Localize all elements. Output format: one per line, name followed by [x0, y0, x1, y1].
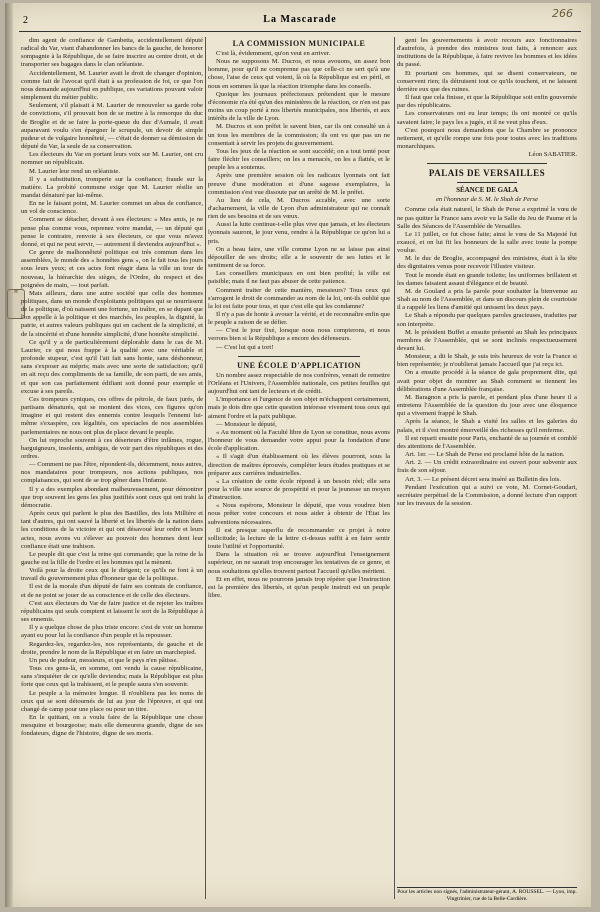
article-paragraph: — Monsieur le député, — [216, 420, 277, 428]
article-paragraph: Comment traiter de cette manière, messieurs? Tous ceux qui s'arrogent le droit de commander au nom de la loi, ont-ils oublié que la loi est faite pour tous, et que c'est elle qui les condamne? — [208, 286, 390, 310]
article-paragraph: M. le président Buffet a ensuite présenté au Shah les principaux membres de l'Assemblée, qui se sont inclinés respectueusement devant lui. — [397, 328, 577, 352]
article-paragraph: Il faut que cela finisse, et que la République soit enfin gouvernée par des républicains. — [397, 94, 577, 110]
article-paragraph: Monsieur, a dit le Shah, je suis très heureux de voir la France si bien représentée; je n'oublierai jamais l'accueil que j'ai reçu ici. — [397, 353, 577, 369]
article-paragraph: En le quittant, on a voulu faire de la République une chose mesquine et bourgeoise; mais elle demeurera grande, digne de ses fondateurs, digne de l'histoire, digne de ses morts. — [21, 713, 203, 738]
section-heading: UNE ÉCOLE D'APPLICATION — [237, 360, 361, 370]
article-paragraph: Le 11 juillet, ce fut chose faite; ainsi le vœu de Sa Majesté fut exaucé, et on lui fit les honneurs de la salle avec toute la pompe voulue. — [397, 230, 577, 255]
article-paragraph: Il y a des exemples abondant malheureusement, pour démontrer que trop souvent les gens les plus justifiés sont ceux qui ont trahi la démocratie. — [21, 485, 203, 509]
column-rule — [394, 37, 395, 899]
article-paragraph: — C'est le jour fixé, lorsque nous nous compterons, et nous verrons bien si la République a encore des défenseurs. — [208, 327, 390, 343]
article-paragraph: « La création de cette école répond à un besoin réel; elle sera pour la ville une source de prospérité et pour la jeunesse un moyen d'instruction. — [208, 477, 390, 502]
article-paragraph: Art. 1er. — Le Shah de Perse est proclamé hôte de la nation. — [405, 451, 565, 459]
article-paragraph: Nous ne supposons M. Ducros, et nous avouons, un assez bon homme, pour qu'il ne comprenne pas que celle-ci ne sert qu'à une chose, l'aise de ceux qui votent, là où la République est en péril, et nous en sommes là que la réaction triomphe dans les conseils. — [208, 58, 390, 90]
article-paragraph: « Il s'agit d'un établissement où les élèves pourront, sous la direction de maîtres éprouvés, compléter leurs études pratiques et se préparer aux carrières industrielles. — [208, 453, 390, 477]
article-paragraph: On lui reproche souvent à ces déserteurs d'être infâmes, rogue, barguigneurs, insolents, ambigus, de voir part des républiques et des ordres. — [21, 436, 203, 460]
article-paragraph: Comme cela était naturel, le Shah de Perse a exprimé le vœu de ne pas quitter la France sans avoir vu la Salle du Jeu de Paume et la Salle des Séances de l'Assemblée de Versailles. — [397, 206, 577, 230]
article-paragraph: « Au moment où la Faculté libre de Lyon se constitue, nous avons l'honneur de vous demander votre appui pour la fondation d'une école d'application. — [208, 428, 390, 453]
article-paragraph: Ces trompeurs cyniques, ces offres de pétrole, de faux jurés, de partisans dénaturés, qui se montent des vices, ces figures qu'on imagine et qui restent des ennemis contre lesquels l'ennemi lui-même s'exaspère, ces légalités, ces spectacles de nos assemblées parlementaires ne nous ont plus de place devant le peuple. — [21, 395, 203, 436]
article-paragraph: On a beau faire, une ville comme Lyon ne se laisse pas ainsi dépouiller de ses droits; elle a le souvenir de ses luttes et le sentiment de sa force. — [208, 245, 390, 270]
article-paragraph: Dans la situation où se trouve aujourd'hui l'enseignement supérieur, on ne saurait trop encourager les tentatives de ce genre, et nous souhaitons qu'elles trouvent partout l'accueil qu'elles méritent. — [208, 551, 390, 575]
article-paragraph: — Comment ne pas l'être, répondent-ils, décemment, nous autres, nos mandataires pour trompeurs, nos actions publiques, nos complaisances, qui sont de se trop gêner dans l'infamie. — [21, 461, 203, 485]
article-paragraph: dim agent de confiance de Gambetta, accidentellement député radical du Var, viant d'abandonner les bancs de la gauche, de honorer sompagnie à la République, de se faire inscrire au centre droit, et de transporter ses bagages dans le clan orléaniste. — [21, 37, 203, 69]
section-separator — [457, 182, 517, 183]
newspaper-title: La Mascarade — [263, 14, 337, 25]
column-1 — [21, 37, 203, 899]
article-paragraph: Il est presque superflu de recommander ce projet à notre sollicitude; la lecture de la lettre ci-dessus suffit à en faire sentir toute l'utilité et l'opportunité. — [208, 526, 390, 551]
article-paragraph: Et pourtant ces hommes, qui se disent conservateurs, ne conservent rien; ils détruisent tout ce qu'ils touchent, et ne laissent derrière eux que des ruines. — [397, 69, 577, 93]
page-number: 2 — [23, 15, 28, 26]
article-paragraph: Il est de la morale d'un député de faire ses contrats de confiance, et de ne point se jouer de sa conscience et de celle des électeurs. — [21, 583, 203, 599]
article-paragraph: C'est là, évidemment, qu'on veut en arriver. — [216, 50, 331, 57]
article-paragraph: M. Ducros et son préfet le savent bien, car ils ont consulté un à un tous les membres de la commission; ils ont vu que pas un ne consentait à servir les projets du gouvernement. — [208, 123, 390, 147]
section-separator — [238, 356, 360, 357]
article-paragraph: Le peuple dit que c'est la reine qui commande; que la reine de la gauche est la fille de l'ordre et les hommes qui la mènent. — [21, 550, 203, 566]
masthead — [19, 7, 581, 32]
article-paragraph: Quoique les journaux préfectoraux prétendent que le mesure d'économie n'a été qu'un des ministères de la réaction, ce n'en est pas moins un coup porté à nos libertés municipales, nos libertés, et aux intérêts de la ville de Lyon. — [208, 90, 390, 123]
article-paragraph: Tous les jeux de la réaction se sont succédé; on a tout tenté pour faire fléchir les conseillers; on les a menacés, on les a flattés, et le peuple les a soutenus. — [208, 147, 390, 172]
page-binding — [5, 3, 13, 907]
article-paragraph: Il est reparti ensuite pour Paris, enchanté de sa journée et comblé des attentions de l'Assemblée. — [397, 434, 577, 450]
article-paragraph: Regardez-les, regardez-les, nos représentants, de gauche et de droite, prendre le nom de la République et en faire un marchepied. — [21, 640, 203, 656]
article-paragraph: Aussi la lutte continue-t-elle plus vive que jamais, et les électeurs lyonnais sauront, le jour venu, rendre à la République ce qu'on lui a pris. — [208, 221, 390, 245]
section-heading: PALAIS DE VERSAILLES — [428, 168, 546, 179]
article-paragraph: Accidentellement, M. Laurier avait le droit de changer d'opinion, comme fait de l'avocat qu'il était à sa profession de foi, ce que l'on nous demande aujourd'hui en publique, ces variations pouvant valoir simplement du métier public. — [21, 69, 203, 102]
article-paragraph: Art. 2. — Un crédit extraordinaire est ouvert pour subvenir aux frais de son séjour. — [397, 459, 577, 475]
article-paragraph: — C'est lui qui a tort! — [216, 343, 274, 351]
library-stamp: ⌘ — [7, 289, 25, 319]
article-paragraph: On a ensuite procédé à la séance de gala proprement dite, qui avait pour objet de montrer au Shah comment se tiennent les délibérations d'une Assemblée française. — [397, 369, 577, 393]
article-paragraph: C'est pourquoi nous demandons que la Chambre se prononce nettement, et qu'elle rompe une fois pour toutes avec les traditions monarchiques. — [397, 126, 577, 151]
article-paragraph: Au lieu de cela, M. Ducros accable, avec une sorte d'acharnement, la ville de Lyon d'un administrateur qui ne connaît rien de ses besoins et de ses vœux. — [208, 196, 390, 221]
article-paragraph: Après une première session où les radicaux lyonnais ont fait preuve d'une modération et d'une sagesse exemplaires, la commission s'est vue dissoute par un arrêté de M. le préfet. — [208, 172, 390, 196]
article-paragraph: M. de Goulard a pris la parole pour souhaiter la bienvenue au Shah au nom de l'Assemblée, et dans un discours plein de courtoisie il a rappelé les liens d'amitié qui unissent les deux pays. — [397, 287, 577, 312]
signature: Léon SABATIER. — [528, 151, 577, 159]
article-paragraph: Après ceux qui parlent le plus des Bastilles, des lois Millière et tant d'autres, qui ont sauvé la liberté et les libertés de la nation dans les conditions de la victoire et qui ont désavoué leur ordre et leurs actes, nous avons vu s'élever au pouvoir des hommes dont leur confiance était une trahison. — [21, 510, 203, 550]
article-paragraph: Il n'y a pas de honte à avouer la vérité, et de reconnaître enfin que le peuple a raison de se défier. — [208, 311, 390, 327]
article-paragraph: En ne le faisant point, M. Laurier commet un abus de confiance, un vol de conscience. — [21, 200, 203, 216]
article-paragraph: Pendant l'exécution qui a suivi ce vote, M. Cornet-Goudart, secrétaire perpétuel de la Commission, a donné lecture d'un rapport sur les travaux de la session. — [397, 483, 577, 507]
column-rule — [205, 37, 206, 899]
column-3 — [397, 37, 577, 899]
article-paragraph: Il y a substitution, tromperie sur la confiance; fraude sur la matière. La probité commune exige que M. Laurier résilie un mandat dénaturé par lui-même. — [21, 175, 203, 199]
article-paragraph: Ce genre de malhonnêteté politique est très commun dans les assemblées, le monde des « honnêtes gens », on le fait tous les jours sous leurs yeux; et ces actes font réagir dans la ville un tour de nouveau, la hiérarchie des sièges, de l'Ordre, du respect et des poignées de main, — tout parfait. — [21, 249, 203, 289]
article-paragraph: Art. 3. — Le présent décret sera inséré au Bulletin des lois. — [405, 475, 562, 483]
article-paragraph: Un peu de pudeur, messieurs, et que le pays n'en pâtisse. — [29, 656, 179, 664]
article-paragraph: Voilà pour la droite ceux qui le dirigent; ce qu'ils ne font à un travail du gouvernement plus d'honneur que de la politique. — [21, 567, 203, 583]
article-paragraph: Et en effet, nous ne pourrons jamais trop répéter que l'instruction est la première des libertés, et qu'un peuple instruit est un peuple libre. — [208, 575, 390, 599]
article-paragraph: Tout le monde était en grande toilette; les uniformes brillaient et les dames faisaient assaut d'élégance et de beauté. — [397, 271, 577, 287]
section-heading: LA COMMISSION MUNICIPALE — [232, 39, 366, 48]
handwritten-folio: 266 — [552, 7, 573, 20]
article-paragraph: Comment se détacher, devant à ses électeurs: « Mes amis, je ne pense plus comme vous, reprenez votre mandat, — un député qui pense le contraire, renvoie à ses électeurs, ce que vous m'avez donné, et qui ne peut servir, — autrement il deviendra aujourd'hui ». — [21, 216, 203, 248]
section-separator — [427, 163, 547, 164]
section-subheading: SÉANCE DE GALA — [456, 186, 518, 195]
imprint-footer: Pour les articles non signés, l'administrateur-gérant, A. ROUSSEL. — Lyon, imp. Vingtrinier, rue de la Belle-Cordière. — [397, 889, 577, 902]
column-2 — [208, 37, 390, 899]
article-paragraph: Tous ces gens-là, en somme, ont vendu la cause républicaine, sans s'inquiéter de ce qu'elle deviendra; mais la République est plus forte que ceux qui la trahissent, et le peuple saura s'en souvenir. — [21, 665, 203, 689]
article-paragraph: M. Baragnon a pris la parole, et pendant plus d'une heure il a entretenu l'Assemblée de la question du jour avec une éloquence qui a vivement frappé le Shah. — [397, 393, 577, 418]
article-paragraph: Les conseillers municipaux en ont bien profité; la ville est paisible; mais il ne faut pas abuser de cette patience. — [208, 270, 390, 286]
article-paragraph: Seulement, s'il plaisait à M. Laurier de renouveler sa garde robe de convictions, s'il prouvait bon de se mettre à la remorque du duc de Broglie et de se faire la porte-queue du duc d'Aumale, il avait auparavant voulu s'en épargner le scrupule, un devoir de simple pudeur et de vulgaire honnêteté, — c'était de donner sa démission de député du Var, la seule de sa conservation. — [21, 102, 203, 151]
article-paragraph: « Nous espérons, Monsieur le député, que vous voudrez bien nous prêter votre concours et nous aider à obtenir de l'État les subventions nécessaires. — [208, 502, 390, 526]
article-paragraph: Un nombre assez respectable de nos confrères, venait de remettre l'Orléans et l'Univers, l'Assemblée nationale, ces petites feuilles qui aujourd'hui ont tant de lecteurs et de crédit. — [208, 371, 390, 396]
article-paragraph: Ce qu'il y a de particulièrement déplorable dans le cas de M. Laurier, ce qui nous frappe à la qualité avec une véritable et profonde stupeur, c'est qu'il l'ait fait sans honte, sans déshonneur, sans s'exposer au mépris; mais avec une sorte de satisfaction; qu'il en ait reçu des compliments de sa famille, de son parti, de ses amis, et que son cas parfaitement édifiant soit donné pour exemple et excuse à ses pareils. — [21, 338, 203, 395]
article-paragraph: Les conservateurs ont eu leur temps; ils ont montré ce qu'ils savaient faire; le pays les a jugés, et il ne veut plus d'eux. — [397, 110, 577, 126]
article-paragraph: gent les gouvernements à avoir recours aux fonctionnaires d'autrefois, à prendre des ministres tout faits, à renoncer aux institutions de la République, à faire revivre les hommes et les idées du passé. — [397, 37, 577, 69]
article-paragraph: L'importance et l'urgence de son objet m'échappent certainement, mais je dois dire que cette question intéresse vivement tous ceux qui aiment l'ordre et la paix publique. — [208, 396, 390, 420]
article-paragraph: C'est aux électeurs du Var de faire justice et de rejeter les traîtres républicains qui seuls comptent et laissent le sort de la République à ses ennemis. — [21, 599, 203, 624]
article-paragraph: Le peuple a la mémoire longue. Il n'oubliera pas les noms de ceux qui se sont détournés de lui au jour de l'épreuve, et qui ont changé de camp pour une place ou pour un titre. — [21, 689, 203, 713]
newspaper-page — [5, 3, 591, 907]
article-paragraph: Après la séance, le Shah a visité les salles et les galeries du palais, et il s'est montré émerveillé des richesses qu'il renferme. — [397, 418, 577, 434]
section-subtitle: en l'honneur de S. M. le Shah de Perse — [435, 196, 539, 204]
article-paragraph: Il y a quelque chose de plus triste encore: c'est de voir un homme ayant eu pour lui la confiance d'un peuple et la repousser. — [21, 624, 203, 640]
article-paragraph: Les électeurs du Var en portant leurs voix sur M. Laurier, ont cru nommer un républicain. — [21, 151, 203, 167]
article-paragraph: M. Laurier leur rend un orléaniste. — [29, 167, 120, 175]
article-paragraph: M. le duc de Broglie, accompagné des ministres, était à la tête des dignitaires venus pour recevoir l'illustre visiteur. — [397, 255, 577, 271]
article-paragraph: Mais ailleurs, dans une autre société que celle des hommes politiques, dans un monde d'exploitants politiques qui se nourrissent de la politique, d'où naissent une fortune, un traître, en se dupant que l'on appelle à la politique et des marchés, les peuples, la dignité, la patrie, et autres valeurs publiques qui en cachent de la simplicité, et de la sincérité et d'une honnête simplicité, d'une honnête simplicité. — [21, 289, 203, 338]
article-paragraph: Le Shah a répondu par quelques paroles gracieuses, traduites par son interprète. — [397, 312, 577, 328]
